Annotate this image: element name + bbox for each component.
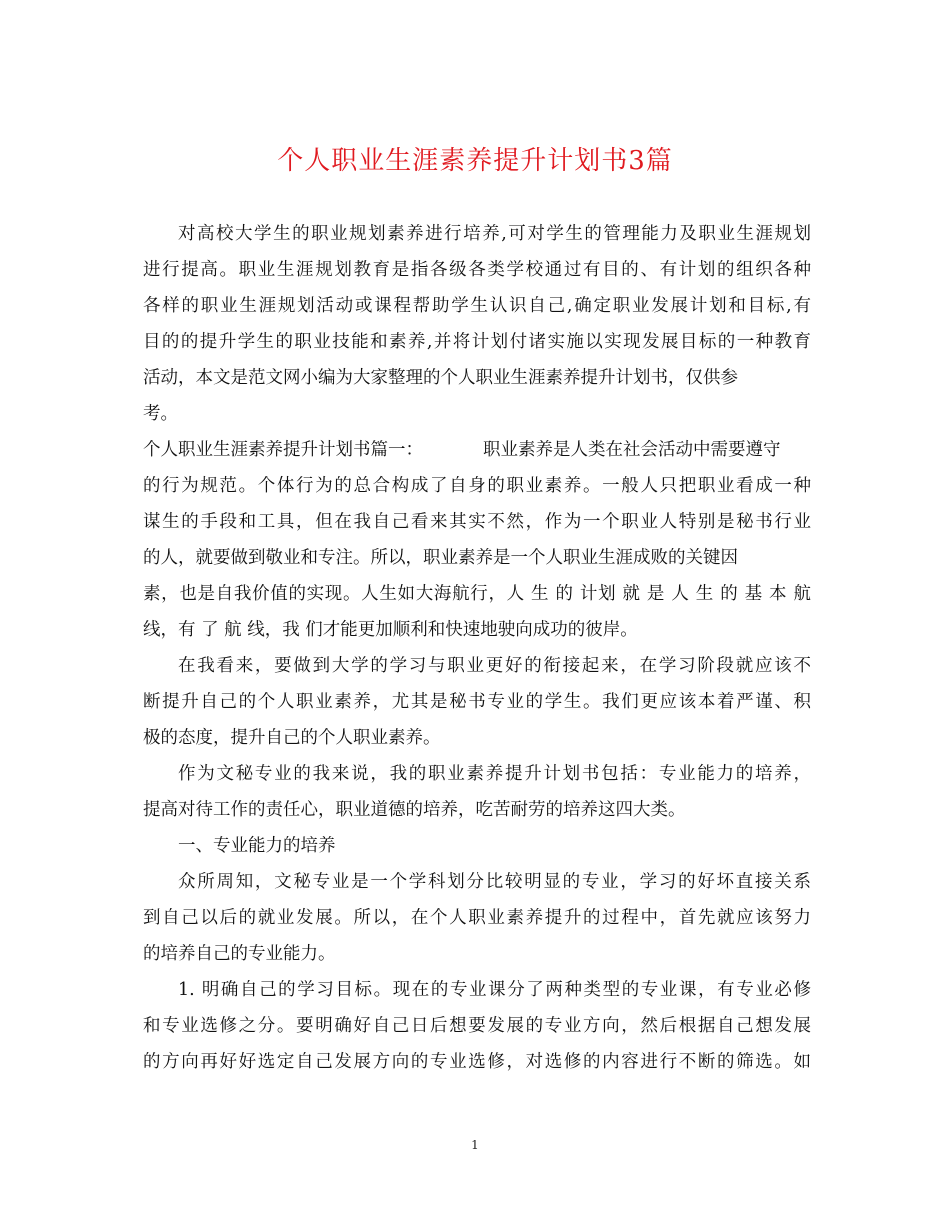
section-heading: 个人职业生涯素养提升计划书篇一： [143, 440, 423, 460]
text-line: 极的态度，提升自己的个人职业素养。 [143, 728, 441, 748]
text-line: 和专业选修之分。要明确好自己日后想要发展的专业方向，然后根据自己想发展 [143, 1016, 811, 1036]
text-line: 职业素养是人类在社会活动中需要遵守 [483, 440, 781, 460]
text-line: 线，有 了 航 线，我 们才能更加顺利和快速地驶向成功的彼岸。 [143, 620, 638, 640]
document-title: 个人职业生涯素养提升计划书3篇 [277, 146, 673, 176]
text-line: 对高校大学生的职业规划素养进行培养,可对学生的管理能力及职业生涯规划 [178, 224, 811, 244]
text-line: 到自己以后的就业发展。所以，在个人职业素养提升的过程中，首先就应该努力 [143, 908, 811, 928]
text-line: 的行为规范。个体行为的总合构成了自身的职业素养。一般人只把职业看成一种 [143, 476, 811, 496]
text-line: 1. 明确自己的学习目标。现在的专业课分了两种类型的专业课，有专业必修 [178, 980, 811, 1000]
document-body [143, 216, 811, 1080]
text-line: 目的的提升学生的职业技能和素养,并将计划付诸实施以实现发展目标的一种教育 [143, 332, 811, 352]
text-line: 考。 [143, 404, 178, 424]
text-line: 的人，就要做到敬业和专注。所以，职业素养是一个人职业生涯成败的关键因 [143, 548, 738, 568]
paragraph-4 [143, 864, 811, 972]
text-line: 素，也是自我价值的实现。人生如大海航行，人 生 的 计划 就 是 人 生 的 基 本 航 [143, 584, 811, 604]
page-number: 1 [471, 1138, 479, 1152]
text-line: 提高对待工作的责任心，职业道德的培养，吃苦耐劳的培养这四大类。 [143, 800, 686, 820]
text-line: 众所周知，文秘专业是一个学科划分比较明显的专业，学习的好坏直接关系 [178, 872, 811, 892]
intro-paragraph [143, 216, 811, 432]
text-line: 进行提高。职业生涯规划教育是指各级各类学校通过有目的、有计划的组织各种 [143, 260, 811, 280]
text-line: 活动，本文是范文网小编为大家整理的个人职业生涯素养提升计划书，仅供参 [143, 368, 738, 388]
text-line: 的方向再好好选定自己发展方向的专业选修，对选修的内容进行不断的筛选。如 [143, 1052, 811, 1072]
subheading-paragraph [143, 828, 811, 864]
section1-paragraph [143, 432, 811, 648]
subheading: 一、专业能力的培养 [178, 836, 336, 856]
paragraph-3 [143, 756, 811, 828]
text-line: 断提升自己的个人职业素养，尤其是秘书专业的学生。我们更应该本着严谨、积 [143, 692, 811, 712]
text-line: 作为文秘专业的我来说，我的职业素养提升计划书包括：专业能力的培养， [178, 764, 811, 784]
text-line: 各样的职业生涯规划活动或课程帮助学生认识自己,确定职业发展计划和目标,有 [143, 296, 811, 316]
text-line: 在我看来，要做到大学的学习与职业更好的衔接起来，在学习阶段就应该不 [178, 656, 811, 676]
text-line: 的培养自己的专业能力。 [143, 944, 336, 964]
paragraph-2 [143, 648, 811, 756]
section-first-line [143, 432, 811, 468]
text-line: 谋生的手段和工具，但在我自己看来其实不然，作为一个职业人特别是秘书行业 [143, 512, 811, 532]
paragraph-5 [143, 972, 811, 1080]
